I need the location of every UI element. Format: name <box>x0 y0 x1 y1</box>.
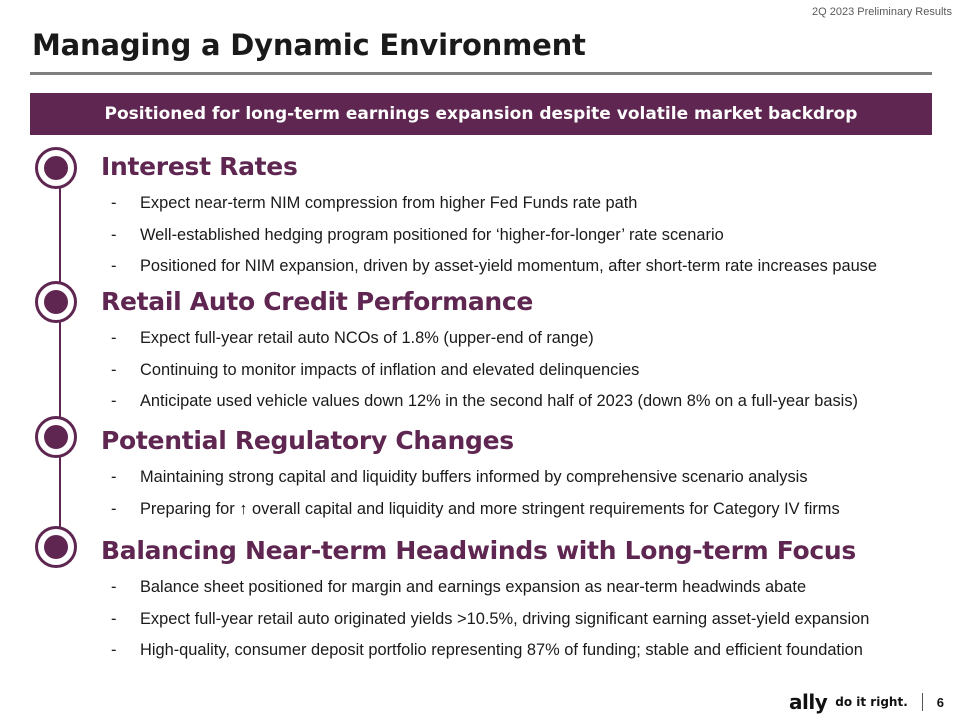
bullet-text: Expect full-year retail auto originated yields >10.5%, driving significant earning asset-yield expansion <box>140 609 870 628</box>
bullet-list <box>101 572 941 667</box>
bullet-item <box>101 572 941 604</box>
bullet-text: Well-established hedging program positioned for ‘higher-for-longer’ rate scenario <box>140 225 724 244</box>
bullet-dash: - <box>111 609 117 628</box>
bullet-text: Balance sheet positioned for margin and earnings expansion as near-term headwinds abate <box>140 578 807 596</box>
page-number: 6 <box>936 694 944 710</box>
bullet-text: Maintaining strong capital and liquidity buffers informed by comprehensive scenario analysis <box>140 468 808 486</box>
bullet-dash: - <box>111 360 117 379</box>
ally-logo: ally <box>789 690 828 714</box>
bullet-item <box>101 355 941 387</box>
bullet-dash: - <box>111 392 117 410</box>
bullet-list <box>101 323 941 418</box>
page-title: Managing a Dynamic Environment <box>32 28 586 62</box>
report-label: 2Q 2023 Preliminary Results <box>811 6 952 18</box>
bullet-dash: - <box>111 225 117 244</box>
footer-brand <box>789 690 944 714</box>
bullet-dash: - <box>111 499 117 518</box>
bullet-dash: - <box>111 641 117 659</box>
bullet-text: Anticipate used vehicle values down 12% in the second half of 2023 (down 8% on a full-year basis) <box>140 392 858 410</box>
bullet-dash: - <box>111 329 117 347</box>
bullet-list <box>101 462 941 525</box>
timeline-node-icon <box>35 416 77 458</box>
bullet-text: Positioned for NIM expansion, driven by asset-yield momentum, after short-term rate increases pause <box>140 257 877 275</box>
bullet-text: High-quality, consumer deposit portfolio representing 87% of funding; stable and efficient foundation <box>140 641 863 659</box>
title-divider <box>30 72 932 75</box>
section-near-term-headwinds <box>101 536 941 667</box>
bullet-dash: - <box>111 194 117 212</box>
bullet-item <box>101 462 941 494</box>
section-regulatory-changes <box>101 426 941 525</box>
bullet-text: Expect full-year retail auto NCOs of 1.8% (upper-end of range) <box>140 329 594 347</box>
section-heading: Interest Rates <box>101 152 298 181</box>
section-retail-auto-credit <box>101 287 941 418</box>
bullet-item <box>101 251 941 283</box>
brand-tagline: do it right. <box>835 695 908 709</box>
section-interest-rates <box>101 152 941 283</box>
bullet-item <box>101 494 941 526</box>
section-heading: Potential Regulatory Changes <box>101 426 514 455</box>
bullet-item <box>101 635 941 667</box>
summary-banner <box>30 93 932 135</box>
bullet-dash: - <box>111 257 117 275</box>
bullet-text: Continuing to monitor impacts of inflation and elevated delinquencies <box>140 360 640 379</box>
footer-divider <box>922 693 923 711</box>
timeline-node-icon <box>35 526 77 568</box>
bullet-item <box>101 386 941 418</box>
timeline-node-icon <box>35 147 77 189</box>
summary-banner-text: Positioned for long-term earnings expansion despite volatile market backdrop <box>104 104 858 124</box>
section-heading: Balancing Near-term Headwinds with Long-term Focus <box>101 536 856 565</box>
bullet-item <box>101 188 941 220</box>
bullet-item <box>101 604 941 636</box>
timeline-connector <box>59 170 61 546</box>
bullet-item <box>101 220 941 252</box>
bullet-item <box>101 323 941 355</box>
section-heading: Retail Auto Credit Performance <box>101 287 534 316</box>
bullet-text: Expect near-term NIM compression from higher Fed Funds rate path <box>140 194 638 212</box>
bullet-dash: - <box>111 578 117 596</box>
bullet-list <box>101 188 941 283</box>
timeline-node-icon <box>35 281 77 323</box>
bullet-dash: - <box>111 468 117 486</box>
bullet-text: Preparing for ↑ overall capital and liquidity and more stringent requirements for Category IV firms <box>140 499 840 518</box>
